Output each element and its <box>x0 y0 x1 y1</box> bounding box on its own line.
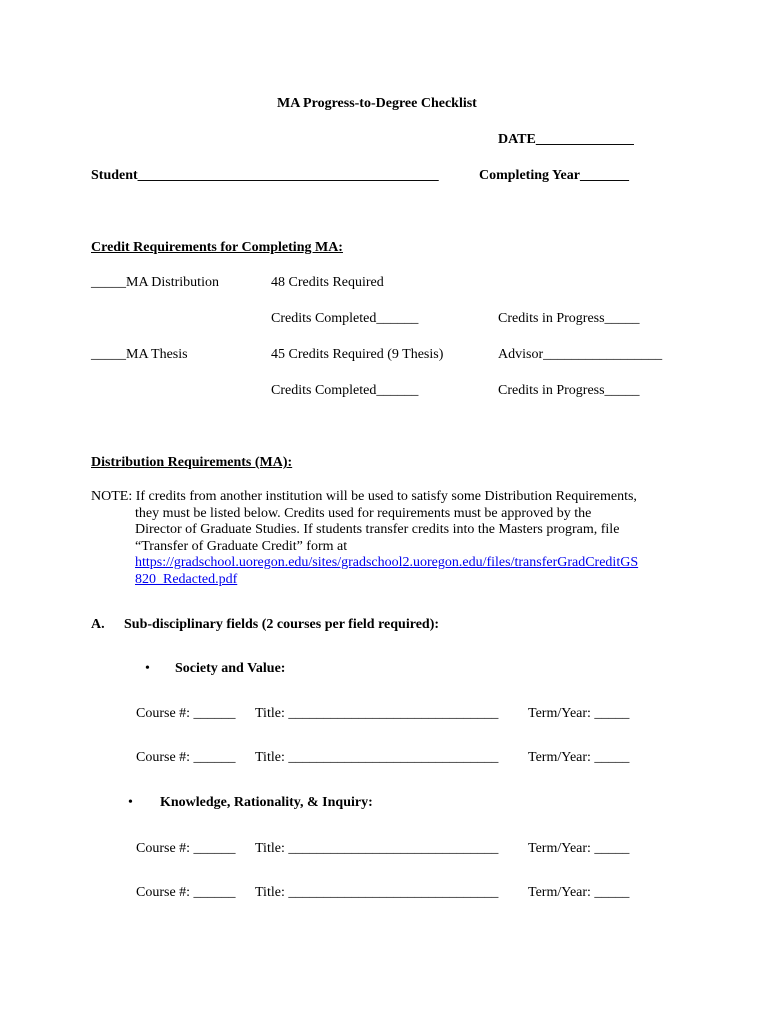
section-a-heading: Sub-disciplinary fields (2 courses per field required): <box>124 617 440 632</box>
course-term-year-field: Term/Year: _____ <box>528 885 630 900</box>
page-title: MA Progress-to-Degree Checklist <box>277 96 477 111</box>
distribution-note <box>91 489 691 589</box>
field-knowledge-rationality-inquiry: Knowledge, Rationality, & Inquiry: <box>160 795 373 810</box>
ma-thesis-checkbox-line: _____MA Thesis <box>91 347 188 362</box>
note-line: Director of Graduate Studies. If students transfer credits into the Masters program, file <box>135 522 620 538</box>
ma-thesis-advisor: Advisor_________________ <box>498 347 663 362</box>
credit-requirements-heading: Credit Requirements for Completing MA: <box>91 240 343 255</box>
note-line: “Transfer of Graduate Credit” form at <box>135 538 348 554</box>
ma-distribution-credits-completed: Credits Completed______ <box>271 311 419 326</box>
course-title-field: Title: ______________________________ <box>255 885 499 900</box>
course-term-year-field: Term/Year: _____ <box>528 841 630 856</box>
course-title-field: Title: ______________________________ <box>255 841 499 856</box>
course-term-year-field: Term/Year: _____ <box>528 750 630 765</box>
date-field: DATE______________ <box>498 132 634 147</box>
bullet-icon: • <box>128 795 133 810</box>
completing-year-field: Completing Year_______ <box>479 168 629 183</box>
ma-distribution-credits-required: 48 Credits Required <box>271 275 384 290</box>
student-field: Student___________________________________________ <box>91 168 439 183</box>
ma-distribution-credits-in-progress: Credits in Progress_____ <box>498 311 640 326</box>
section-a-letter: A. <box>91 617 105 632</box>
course-title-field: Title: ______________________________ <box>255 706 499 721</box>
course-number-field: Course #: ______ <box>136 750 236 765</box>
note-line: NOTE: If credits from another institution will be used to satisfy some Distribution Requirements, <box>91 489 637 504</box>
transfer-credit-form-link[interactable]: https://gradschool.uoregon.edu/sites/gradschool2.uoregon.edu/files/transferGradCreditGS <box>135 555 639 571</box>
field-society-and-value: Society and Value: <box>175 661 286 676</box>
ma-thesis-credits-completed: Credits Completed______ <box>271 383 419 398</box>
course-number-field: Course #: ______ <box>136 885 236 900</box>
course-number-field: Course #: ______ <box>136 706 236 721</box>
bullet-icon: • <box>145 661 150 676</box>
distribution-requirements-heading: Distribution Requirements (MA): <box>91 455 293 470</box>
ma-distribution-checkbox-line: _____MA Distribution <box>91 275 219 290</box>
course-title-field: Title: ______________________________ <box>255 750 499 765</box>
ma-thesis-credits-in-progress: Credits in Progress_____ <box>498 383 640 398</box>
transfer-credit-form-link-continued[interactable]: 820_Redacted.pdf <box>135 571 238 587</box>
course-number-field: Course #: ______ <box>136 841 236 856</box>
note-line: they must be listed below. Credits used for requirements must be approved by the <box>135 505 592 521</box>
course-term-year-field: Term/Year: _____ <box>528 706 630 721</box>
ma-thesis-credits-required: 45 Credits Required (9 Thesis) <box>271 347 444 362</box>
